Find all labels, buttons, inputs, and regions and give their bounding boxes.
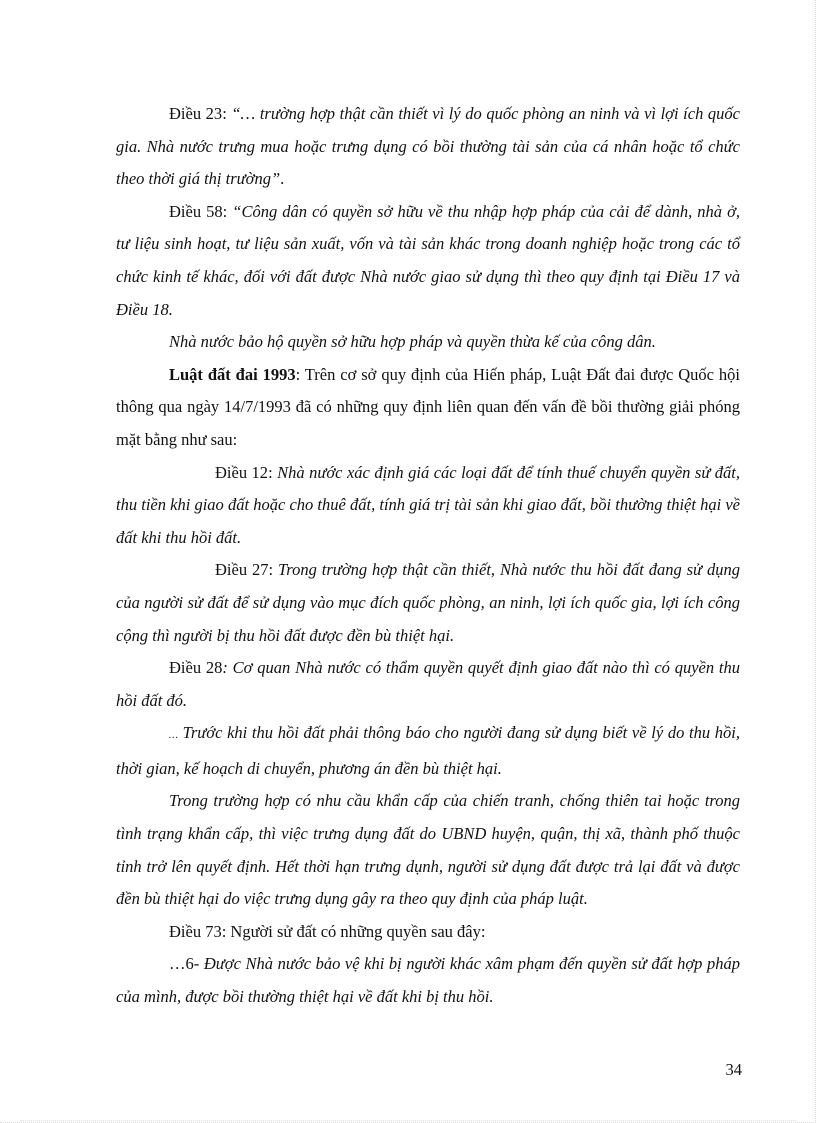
paragraph-dieu-73: Điều 73: Người sử đất có những quyền sau đây: — [169, 921, 486, 941]
article-label: Điều 27 — [215, 560, 269, 580]
separator: : — [222, 104, 232, 123]
paragraph-khan-cap: Trong trường hợp có nhu cầu khẩn cấp của chiến tranh, chống thiên tai hoặc trong tình trạng khẩn cấp, thì việc trưng dụng đất do UBND huyện, quận, thị xã, thành phố thuộc tỉnh trở lên quyết định. Hết thời hạn trưng dụnh, người sử dụng đất được trả lại đất và được đền bù thiệt hại do việc trưng dụng gây ra theo quy định của pháp luật. — [116, 791, 740, 909]
article-label: Điều 58 — [169, 201, 223, 221]
paragraph-dieu-73-item-6 — [116, 948, 740, 1013]
paragraph-text: Trước khi thu hồi đất phải thông báo cho người đang sử dụng biết về lý do thu hồi, thời gian, kế hoạch di chuyển, phương án đền bù thiệt hại. — [116, 723, 740, 778]
paragraph-dieu-28 — [116, 652, 740, 717]
page-bottom-divider — [20, 1120, 796, 1121]
item-prefix: …6- — [169, 954, 200, 974]
paragraph-dieu-12 — [116, 457, 740, 555]
page-number: 34 — [725, 1060, 742, 1079]
article-label: Điều 23 — [169, 104, 223, 123]
separator: : — [268, 560, 279, 580]
separator: : — [268, 462, 278, 482]
law-title: Luật đất đai 1993 — [169, 364, 296, 384]
paragraph-thong-bao — [116, 717, 740, 785]
paragraph-luat-dat-dai-1993 — [116, 359, 740, 457]
article-label: Điều 12 — [215, 462, 269, 482]
paragraph-bao-ho: Nhà nước bảo hộ quyền sở hữu hợp pháp và quyền thừa kế của công dân. — [169, 332, 656, 352]
article-label: Điều 28 — [169, 658, 223, 678]
item-text: Được Nhà nước bảo vệ khi bị người khác xâm phạm đến quyền sử đất hợp pháp của mình, được bồi thường thiệt hại về đất khi bị thu hồi. — [116, 954, 740, 1007]
article-text: “Công dân có quyền sở hữu về thu nhập hợp pháp của cải để dành, nhà ở, tư liệu sinh hoạt, tư liệu sản xuất, vốn và tài sản khác trong doanh nghiệp hoặc trong các tổ chức kinh tế khác, đối với đất được Nhà nước giao sử dụng thì theo quy định tại Điều 17 và Điều 18. — [116, 201, 741, 319]
paragraph-dieu-23 — [116, 98, 740, 196]
ellipsis-prefix: … — [169, 730, 178, 742]
article-text: Trong trường hợp thật cần thiết, Nhà nước thu hồi đất đang sử dụng của người sử đất để sử dụng vào mục đích quốc phòng, an ninh, lợi ích quốc gia, lợi ích công cộng thì người bị thu hồi đất được đền bù thiệt hại. — [116, 560, 740, 645]
document-body — [116, 98, 740, 1014]
article-text: : Cơ quan Nhà nước có thẩm quyền quyết định giao đất nào thì có quyền thu hồi đất đó. — [116, 658, 740, 710]
paragraph-dieu-58 — [116, 196, 740, 326]
article-text: Nhà nước xác định giá các loại đất để tính thuế chuyển quyền sử đất, thu tiền khi giao đất hoặc cho thuê đất, tính giá trị tài sản khi giao đất, bồi thường thiệt hại về đất khi thu hồi đất. — [116, 462, 741, 547]
paragraph-dieu-27 — [116, 554, 740, 652]
separator: : — [222, 201, 233, 221]
paragraph-end: . — [280, 169, 285, 189]
law-intro-text: : Trên cơ sở quy định của Hiến pháp, Luật Đất đai được Quốc hội thông qua ngày 14/7/1993 đã có những quy định liên quan đến vấn đề bồi thường giải phóng mặt bằng như sau: — [116, 364, 740, 449]
article-text: “… trường hợp thật cần thiết vì lý do quốc phòng an ninh và vì lợi ích quốc gia. Nhà nước trưng mua hoặc trưng dụng có bồi thường tài sản của cá nhân hoặc tổ chức theo thời giá thị trường” — [116, 104, 740, 189]
